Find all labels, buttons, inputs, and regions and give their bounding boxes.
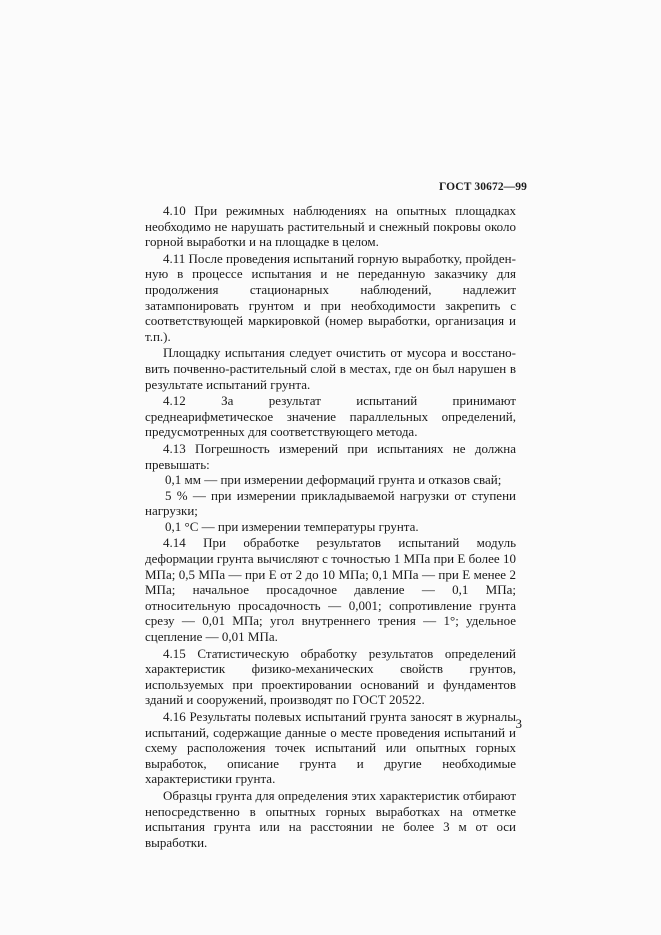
- list-item-load: 5 % — при измерении прикладываемой нагрузки от ступени нагрузки;: [145, 487, 516, 519]
- paragraph-soil-samples: Образцы грунта для определения этих характеристик отбирают непосредственно в опытных горных выработках на отметке испытания грунта или на расстоянии не более 3 м от оси выработки.: [145, 787, 516, 850]
- paragraph-4-10: 4.10 При режимных наблюдениях на опытных площадках необходимо не нарушать растительный и снежный покровы около горной выработки и на площадке в целом.: [145, 203, 516, 250]
- paragraph-4-16: 4.16 Результаты полевых испытаний грунта заносят в журналы испытаний, содержащие данные о месте проведения испытаний и схему расположения точек испытаний или опытных горных выработок, описание грунта и другие необходимые характеристики грунта.: [145, 709, 516, 787]
- list-item-deformation: 0,1 мм — при измерении деформаций грунта и отказов свай;: [165, 472, 502, 488]
- paragraph-4-13: 4.13 Погрешность измерений при испытаниях не должна превышать:: [145, 440, 516, 472]
- document-code-header: ГОСТ 30672—99: [438, 181, 527, 193]
- page-number: 3: [515, 716, 522, 731]
- paragraph-4-14: 4.14 При обработке результатов испытаний модуль деформации грунта вычисляют с точностью 1 МПа при E более 10 МПа; 0,5 МПа — при E от 2 до 10 МПа; 0,1 МПа — при E менее 2 МПа; начальное просадочное давление — 0,1 МПа; относительную просадочность — 0,001; сопротивление грунта срезу — 0,01 МПа; угол внутреннего трения — 1°; удельное сцепление — 0,01 МПа.: [145, 535, 516, 645]
- paragraph-4-11: 4.11 После проведения испытаний горную выработку, пройденную в процессе испытания и не переданную заказчику для продолжения стационарных наблюдений, надлежит затампонировать грунтом и при необходимости закрепить с соответствующей маркировкой (номер выработки, организация и т.п.).: [145, 250, 516, 344]
- list-item-temperature: 0,1 °С — при измерении температуры грунта.: [165, 518, 419, 534]
- paragraph-site-cleanup: Площадку испытания следует очистить от мусора и восстановить почвенно-растительный слой в местах, где он был нарушен в результате испытаний грунта.: [145, 345, 516, 392]
- paragraph-4-15: 4.15 Статистическую обработку результатов определений характеристик физико-механических свойств грунтов, используемых при проектировании оснований и фундаментов зданий и сооружений, производят по ГОСТ 20522.: [145, 645, 516, 708]
- paragraph-4-12: 4.12 За результат испытаний принимают среднеарифметическое значение параллельных определений, предусмотренных для соответствующего метода.: [145, 393, 516, 440]
- document-body: [145, 203, 516, 850]
